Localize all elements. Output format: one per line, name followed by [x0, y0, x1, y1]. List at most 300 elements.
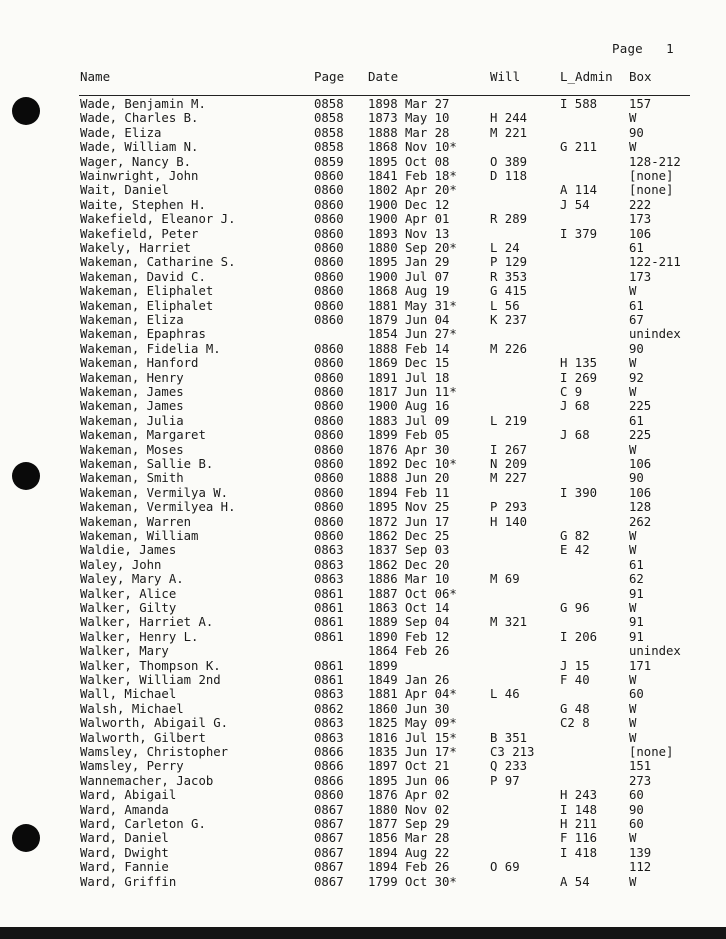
cell-name: Wakeman, Hanford [80, 356, 199, 371]
cell-page: 0861 [314, 673, 344, 687]
cell-box: W [629, 442, 637, 457]
cell-page: 0863 [314, 716, 344, 731]
cell-name: Walworth, Gilbert [80, 730, 206, 745]
cell-box: 225 [629, 399, 652, 414]
table-row [0, 414, 726, 428]
cell-box: 222 [629, 197, 652, 212]
table-row [0, 587, 726, 601]
cell-admin: H 135 [560, 356, 598, 371]
cell-box: W [629, 385, 637, 399]
cell-page: 0860 [314, 241, 344, 255]
cell-box: 128 [629, 500, 652, 515]
cell-page: 0860 [314, 226, 344, 241]
header-admin: L_Admin [560, 69, 613, 84]
cell-date: 1877 Sep 29 [368, 817, 450, 831]
cell-page: 0861 [314, 658, 344, 673]
cell-page: 0867 [314, 831, 344, 846]
cell-page: 0860 [314, 442, 344, 457]
table-row [0, 169, 726, 183]
cell-page: 0860 [314, 298, 344, 313]
cell-date: 1873 May 10 [368, 111, 450, 126]
cell-page: 0860 [314, 255, 344, 270]
cell-name: Wamsley, Perry [80, 759, 184, 774]
cell-date: 1862 Dec 20 [368, 557, 450, 572]
header-name: Name [80, 69, 111, 84]
cell-page: 0861 [314, 615, 344, 630]
cell-name: Wakeman, Eliza [80, 313, 184, 327]
cell-date: 1899 [368, 658, 398, 673]
cell-name: Wakeman, Catharine S. [80, 255, 236, 270]
cell-page: 0860 [314, 788, 344, 803]
cell-admin: I 390 [560, 485, 598, 500]
cell-date: 1889 Sep 04 [368, 615, 450, 630]
cell-name: Ward, Dwight [80, 845, 169, 860]
cell-date: 1897 Oct 21 [368, 759, 450, 774]
cell-date: 1881 Apr 04* [368, 687, 457, 702]
cell-box: 139 [629, 845, 652, 860]
table-row [0, 831, 726, 845]
table-row [0, 759, 726, 773]
cell-name: Ward, Griffin [80, 874, 177, 889]
cell-box: W [629, 730, 637, 745]
cell-admin: C 9 [560, 385, 583, 399]
cell-admin: G 48 [560, 701, 590, 716]
cell-page: 0867 [314, 817, 344, 831]
cell-date: 1841 Feb 18* [368, 169, 457, 183]
cell-name: Wakefield, Peter [80, 226, 199, 241]
cell-will: L 24 [490, 241, 520, 255]
cell-date: 1900 Jul 07 [368, 269, 450, 284]
cell-box: 91 [629, 629, 644, 644]
cell-admin: J 15 [560, 658, 590, 673]
cell-page: 0860 [314, 457, 344, 471]
cell-page: 0860 [314, 413, 344, 428]
table-row [0, 529, 726, 543]
cell-page: 0858 [314, 111, 344, 126]
cell-admin: C2 8 [560, 716, 590, 731]
cell-page: 0863 [314, 543, 344, 558]
cell-page: 0866 [314, 773, 344, 788]
table-row [0, 731, 726, 745]
cell-will: I 267 [490, 442, 528, 457]
cell-date: 1862 Dec 25 [368, 529, 450, 543]
cell-date: 1881 May 31* [368, 298, 457, 313]
cell-name: Wakeman, Fidelia M. [80, 341, 221, 356]
cell-box: W [629, 529, 637, 543]
cell-page: 0860 [314, 514, 344, 529]
table-row [0, 774, 726, 788]
cell-page: 0861 [314, 586, 344, 601]
cell-box: 61 [629, 557, 644, 572]
cell-page: 0861 [314, 601, 344, 615]
cell-will: G 415 [490, 284, 528, 299]
cell-page: 0863 [314, 557, 344, 572]
cell-name: Wakeman, Moses [80, 442, 184, 457]
cell-name: Wannemacher, Jacob [80, 773, 214, 788]
cell-page: 0860 [314, 385, 344, 399]
cell-box: 173 [629, 269, 652, 284]
cell-date: 1879 Jun 04 [368, 313, 450, 327]
cell-name: Wall, Michael [80, 687, 177, 702]
cell-name: Wade, William N. [80, 140, 199, 155]
cell-name: Waite, Stephen H. [80, 197, 206, 212]
cell-name: Wamsley, Christopher [80, 745, 229, 759]
cell-name: Wade, Benjamin M. [80, 97, 206, 111]
table-row [0, 716, 726, 730]
column-headers [0, 69, 726, 85]
table-row [0, 155, 726, 169]
cell-admin: I 269 [560, 370, 598, 385]
table-row [0, 630, 726, 644]
table-row [0, 255, 726, 269]
cell-name: Wakeman, Vermilyea H. [80, 500, 236, 515]
cell-box: 62 [629, 572, 644, 587]
cell-name: Wainwright, John [80, 169, 199, 183]
cell-box: W [629, 673, 637, 687]
table-row [0, 860, 726, 874]
cell-box: 151 [629, 759, 652, 774]
cell-page: 0860 [314, 169, 344, 183]
cell-box: 128-212 [629, 154, 681, 169]
cell-admin: F 116 [560, 831, 598, 846]
cell-page: 0859 [314, 154, 344, 169]
cell-date: 1892 Dec 10* [368, 457, 457, 471]
cell-name: Walker, Gilty [80, 601, 177, 615]
table-row [0, 875, 726, 889]
cell-date: 1860 Jun 30 [368, 701, 450, 716]
cell-admin: H 211 [560, 817, 598, 831]
cell-page: 0867 [314, 874, 344, 889]
table-row [0, 803, 726, 817]
cell-will: P 97 [490, 773, 520, 788]
cell-date: 1816 Jul 15* [368, 730, 457, 745]
cell-date: 1888 Feb 14 [368, 341, 450, 356]
cell-box: W [629, 874, 637, 889]
cell-date: 1856 Mar 28 [368, 831, 450, 846]
cell-name: Wakeman, William [80, 529, 199, 543]
cell-page: 0860 [314, 197, 344, 212]
cell-name: Wakefield, Eleanor J. [80, 212, 236, 227]
cell-date: 1863 Oct 14 [368, 601, 450, 615]
cell-date: 1799 Oct 30* [368, 874, 457, 889]
cell-name: Wakeman, Vermilya W. [80, 485, 229, 500]
cell-date: 1888 Mar 28 [368, 125, 450, 140]
table-row [0, 644, 726, 658]
cell-admin: I 379 [560, 226, 598, 241]
header-will: Will [490, 69, 521, 84]
cell-box: [none] [629, 183, 674, 198]
cell-name: Wakely, Harriet [80, 241, 192, 255]
cell-page: 0860 [314, 529, 344, 543]
cell-name: Ward, Fannie [80, 860, 169, 875]
cell-box: 61 [629, 298, 644, 313]
cell-page: 0866 [314, 759, 344, 774]
cell-name: Ward, Abigail [80, 788, 177, 803]
cell-will: N 209 [490, 457, 528, 471]
cell-name: Wakeman, Eliphalet [80, 298, 214, 313]
cell-will: H 244 [490, 111, 528, 126]
table-row [0, 212, 726, 226]
cell-box: 67 [629, 313, 644, 327]
cell-will: O 389 [490, 154, 528, 169]
cell-name: Wakeman, Henry [80, 370, 184, 385]
cell-name: Ward, Daniel [80, 831, 169, 846]
cell-box: W [629, 111, 637, 126]
cell-date: 1900 Aug 16 [368, 399, 450, 414]
cell-box: unindex [629, 327, 681, 342]
cell-date: 1894 Feb 26 [368, 860, 450, 875]
cell-page: 0863 [314, 730, 344, 745]
cell-admin: I 418 [560, 845, 598, 860]
table-row [0, 385, 726, 399]
cell-box: 106 [629, 226, 652, 241]
cell-page: 0858 [314, 97, 344, 111]
table-row [0, 284, 726, 298]
cell-box: 90 [629, 471, 644, 486]
table-row [0, 572, 726, 586]
cell-box: W [629, 601, 637, 615]
header-divider [79, 95, 690, 96]
cell-box: 262 [629, 514, 652, 529]
cell-box: 112 [629, 860, 652, 875]
cell-date: 1887 Oct 06* [368, 586, 457, 601]
cell-admin: G 82 [560, 529, 590, 543]
cell-will: M 226 [490, 341, 528, 356]
cell-date: 1899 Feb 05 [368, 428, 450, 443]
cell-name: Ward, Amanda [80, 802, 169, 817]
table-row [0, 313, 726, 327]
header-date: Date [368, 69, 399, 84]
cell-date: 1802 Apr 20* [368, 183, 457, 198]
cell-page: 0860 [314, 212, 344, 227]
cell-page: 0860 [314, 284, 344, 299]
cell-page: 0860 [314, 399, 344, 414]
cell-box: 273 [629, 773, 652, 788]
table-row [0, 745, 726, 759]
cell-box: W [629, 831, 637, 846]
cell-admin: G 96 [560, 601, 590, 615]
table-row [0, 486, 726, 500]
cell-name: Walker, Thompson K. [80, 658, 221, 673]
cell-page: 0863 [314, 572, 344, 587]
table-row [0, 846, 726, 860]
cell-will: D 118 [490, 169, 528, 183]
cell-page: 0858 [314, 140, 344, 155]
cell-name: Wakeman, Julia [80, 413, 184, 428]
table-row [0, 471, 726, 485]
table-row [0, 702, 726, 716]
table-row [0, 126, 726, 140]
cell-will: M 321 [490, 615, 528, 630]
cell-date: 1876 Apr 30 [368, 442, 450, 457]
cell-name: Waley, Mary A. [80, 572, 184, 587]
cell-date: 1893 Nov 13 [368, 226, 450, 241]
table-row [0, 428, 726, 442]
cell-name: Walker, Henry L. [80, 629, 199, 644]
cell-date: 1868 Aug 19 [368, 284, 450, 299]
cell-date: 1894 Feb 11 [368, 485, 450, 500]
cell-admin: G 211 [560, 140, 598, 155]
cell-admin: F 40 [560, 673, 590, 687]
cell-box: W [629, 543, 637, 558]
cell-name: Wakeman, Epaphras [80, 327, 206, 342]
cell-box: W [629, 701, 637, 716]
cell-box: 90 [629, 125, 644, 140]
table-row [0, 183, 726, 197]
table-row [0, 399, 726, 413]
cell-date: 1888 Jun 20 [368, 471, 450, 486]
cell-date: 1886 Mar 10 [368, 572, 450, 587]
cell-date: 1868 Nov 10* [368, 140, 457, 155]
cell-page: 0863 [314, 687, 344, 702]
cell-name: Walker, Alice [80, 586, 177, 601]
cell-name: Wakeman, Margaret [80, 428, 206, 443]
cell-page: 0867 [314, 845, 344, 860]
cell-page: 0860 [314, 500, 344, 515]
cell-date: 1825 May 09* [368, 716, 457, 731]
table-row [0, 443, 726, 457]
cell-will: B 351 [490, 730, 528, 745]
table-row [0, 342, 726, 356]
cell-name: Wakeman, Warren [80, 514, 192, 529]
table-row [0, 543, 726, 557]
cell-date: 1891 Jul 18 [368, 370, 450, 385]
cell-date: 1864 Feb 26 [368, 644, 450, 659]
table-row [0, 111, 726, 125]
cell-box: W [629, 140, 637, 155]
cell-will: L 219 [490, 413, 528, 428]
cell-will: R 353 [490, 269, 528, 284]
table-row [0, 659, 726, 673]
cell-will: Q 233 [490, 759, 528, 774]
cell-date: 1898 Mar 27 [368, 97, 450, 111]
cell-name: Wager, Nancy B. [80, 154, 192, 169]
cell-admin: J 54 [560, 197, 590, 212]
header-box: Box [629, 69, 652, 84]
cell-admin: I 588 [560, 97, 598, 111]
cell-box: 122-211 [629, 255, 681, 270]
cell-date: 1876 Apr 02 [368, 788, 450, 803]
header-page: Page [314, 69, 345, 84]
table-row [0, 500, 726, 514]
cell-will: M 221 [490, 125, 528, 140]
cell-box: 173 [629, 212, 652, 227]
cell-box: 60 [629, 788, 644, 803]
cell-page: 0862 [314, 701, 344, 716]
cell-will: M 69 [490, 572, 520, 587]
cell-name: Wakeman, James [80, 399, 184, 414]
cell-box: 106 [629, 457, 652, 471]
cell-will: H 140 [490, 514, 528, 529]
cell-date: 1895 Oct 08 [368, 154, 450, 169]
cell-name: Wade, Charles B. [80, 111, 199, 126]
cell-name: Walker, Harriet A. [80, 615, 214, 630]
cell-page: 0860 [314, 269, 344, 284]
cell-box: 61 [629, 413, 644, 428]
cell-page: 0861 [314, 629, 344, 644]
cell-date: 1890 Feb 12 [368, 629, 450, 644]
cell-box: [none] [629, 169, 674, 183]
scan-edge-bar [0, 927, 726, 939]
table-row [0, 227, 726, 241]
cell-page: 0860 [314, 370, 344, 385]
table-row [0, 673, 726, 687]
cell-date: 1895 Jan 29 [368, 255, 450, 270]
cell-admin: E 42 [560, 543, 590, 558]
cell-name: Walworth, Abigail G. [80, 716, 229, 731]
cell-name: Waley, John [80, 557, 162, 572]
cell-name: Wait, Daniel [80, 183, 169, 198]
cell-box: W [629, 284, 637, 299]
page-number-value: 1 [666, 41, 674, 56]
table-row [0, 515, 726, 529]
cell-page: 0860 [314, 356, 344, 371]
cell-page: 0860 [314, 485, 344, 500]
cell-date: 1835 Jun 17* [368, 745, 457, 759]
cell-name: Wakeman, Smith [80, 471, 184, 486]
table-row [0, 270, 726, 284]
table-row [0, 327, 726, 341]
table-row [0, 687, 726, 701]
table-row [0, 788, 726, 802]
cell-date: 1817 Jun 11* [368, 385, 457, 399]
cell-box: 91 [629, 586, 644, 601]
cell-date: 1849 Jan 26 [368, 673, 450, 687]
cell-page: 0860 [314, 341, 344, 356]
cell-name: Walker, Mary [80, 644, 169, 659]
cell-page: 0860 [314, 428, 344, 443]
cell-page: 0860 [314, 183, 344, 198]
cell-name: Walker, William 2nd [80, 673, 221, 687]
cell-box: 90 [629, 341, 644, 356]
cell-box: 61 [629, 241, 644, 255]
cell-page: 0860 [314, 313, 344, 327]
cell-box: [none] [629, 745, 674, 759]
cell-date: 1895 Jun 06 [368, 773, 450, 788]
cell-box: 157 [629, 97, 652, 111]
table-row [0, 817, 726, 831]
cell-date: 1895 Nov 25 [368, 500, 450, 515]
cell-date: 1883 Jul 09 [368, 413, 450, 428]
cell-box: W [629, 716, 637, 731]
cell-box: 225 [629, 428, 652, 443]
table-row [0, 615, 726, 629]
table-row [0, 356, 726, 370]
cell-will: O 69 [490, 860, 520, 875]
cell-date: 1894 Aug 22 [368, 845, 450, 860]
cell-date: 1900 Apr 01 [368, 212, 450, 227]
cell-box: 60 [629, 687, 644, 702]
cell-box: 106 [629, 485, 652, 500]
cell-date: 1880 Sep 20* [368, 241, 457, 255]
cell-box: 60 [629, 817, 644, 831]
cell-name: Wade, Eliza [80, 125, 162, 140]
table-row [0, 97, 726, 111]
table-row [0, 140, 726, 154]
cell-admin: A 114 [560, 183, 598, 198]
page-label-text: Page [612, 41, 643, 56]
cell-name: Wakeman, David C. [80, 269, 206, 284]
cell-page: 0866 [314, 745, 344, 759]
cell-date: 1872 Jun 17 [368, 514, 450, 529]
cell-name: Walsh, Michael [80, 701, 184, 716]
table-row [0, 241, 726, 255]
cell-date: 1854 Jun 27* [368, 327, 457, 342]
cell-date: 1837 Sep 03 [368, 543, 450, 558]
cell-date: 1900 Dec 12 [368, 197, 450, 212]
cell-page: 0858 [314, 125, 344, 140]
cell-page: 0867 [314, 802, 344, 817]
